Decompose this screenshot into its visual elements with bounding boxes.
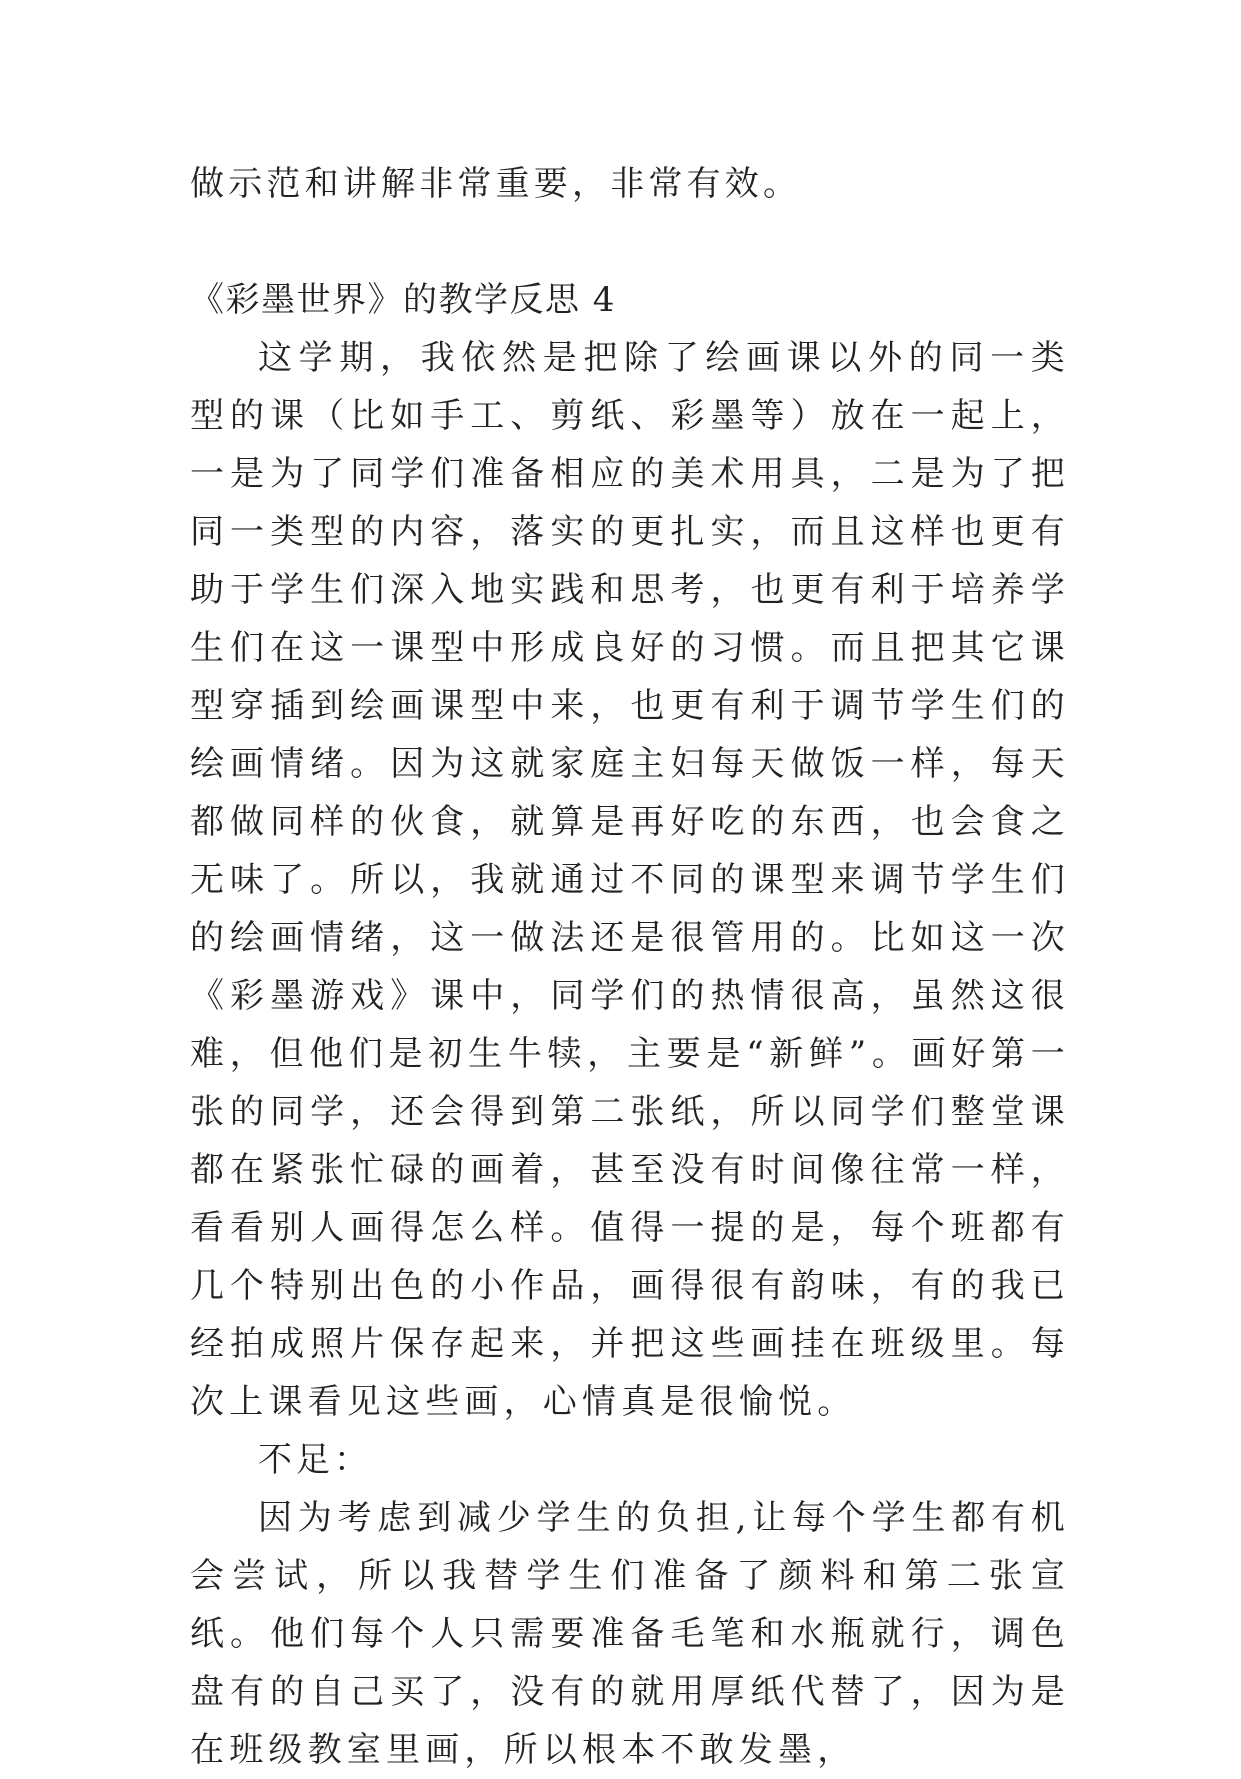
document-body [190,155,1070,1779]
body-paragraph: 因为考虑到减少学生的负担,让每个学生都有机会尝试，所以我替学生们准备了颜料和第二张宣纸。他们每个人只需要准备毛笔和水瓶就行，调色盘有的自己买了，没有的就用厚纸代替了，因为是在班级教室里画，所以根本不敢发墨， [190,1498,1070,1770]
intro-line: 做示范和讲解非常重要，非常有效。 [190,164,802,204]
section-heading: 《彩墨世界》的教学反思 4 [190,280,616,320]
shortcomings-label: 不足： [258,1440,372,1480]
body-paragraph: 这学期，我依然是把除了绘画课以外的同一类型的课（比如手工、剪纸、彩墨等）放在一起上，一是为了同学们准备相应的美术用具，二是为了把同一类型的内容，落实的更扎实，而且这样也更有助于学生们深入地实践和思考，也更有利于培养学生们在这一课型中形成良好的习惯。而且把其它课型穿插到绘画课型中来，也更有利于调节学生们的绘画情绪。因为这就家庭主妇每天做饭一样，每天都做同样的伙食，就算是再好吃的东西，也会食之无味了。所以，我就通过不同的课型来调节学生们的绘画情绪，这一做法还是很管用的。比如这一次《彩墨游戏》课中，同学们的热情很高，虽然这很难，但他们是初生牛犊，主要是“新鲜”。画好第一张的同学，还会得到第二张纸，所以同学们整堂课都在紧张忙碌的画着，甚至没有时间像往常一样，看看别人画得怎么样。值得一提的是，每个班都有几个特别出色的小作品，画得很有韵味，有的我已经拍成照片保存起来，并把这些画挂在班级里。每次上课看见这些画，心情真是很愉悦。 [190,338,1070,1422]
